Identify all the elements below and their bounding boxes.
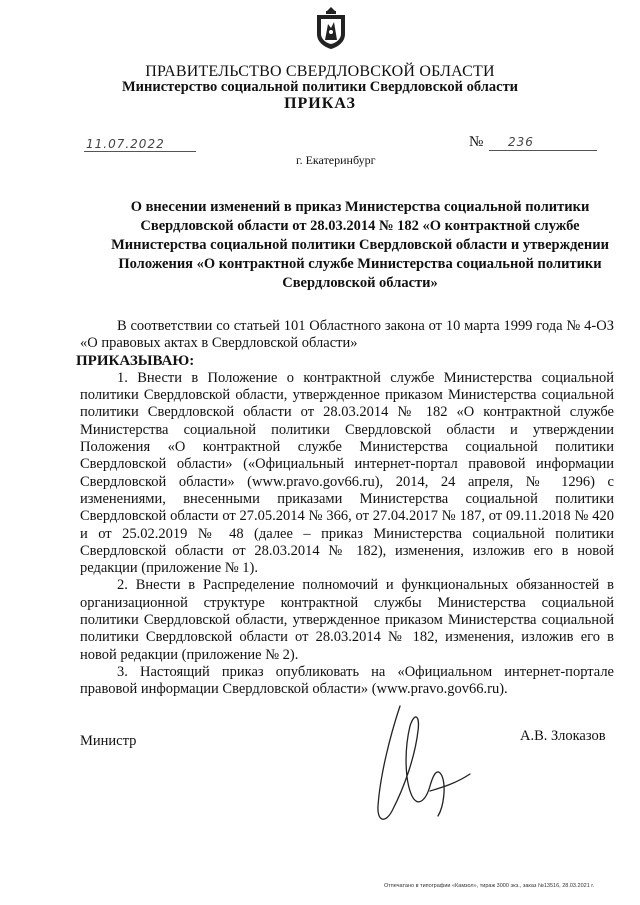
number-underline <box>489 150 597 151</box>
document-type: ПРИКАЗ <box>284 95 356 112</box>
order-date: 11.07.2022 <box>86 137 165 151</box>
title-line: Свердловской области» <box>282 275 438 291</box>
title-line: Свердловской области от 28.03.2014 № 182 «О контрактной службе <box>140 218 580 234</box>
number-label: № <box>469 134 484 150</box>
title-line: Министерства социальной политики Свердловской области и утверждении <box>111 237 609 253</box>
coat-of-arms-emblem <box>313 6 349 50</box>
handwritten-signature <box>360 696 480 836</box>
government-title: ПРАВИТЕЛЬСТВО СВЕРДЛОВСКОЙ ОБЛАСТИ <box>145 63 495 80</box>
title-line: Положения «О контрактной службе Министерства социальной политики <box>118 256 602 272</box>
order-number: 236 <box>508 135 534 149</box>
item-paragraph: 1. Внести в Положение о контрактной службе Министерства социальной политики Свердловской области, утвержденное приказом Министерства социальной политики Свердловской области от 28.03.2014 № 182 «О контрактной службе Министерства социальной политики Свердловской области и утверждении Положения «О контрактной службе Министерства социальной политики Свердловской области» («Официальный интернет-портал правовой информации Свердловской области» (www.pravo.gov66.ru), 2014, 24 апреля, № 1296) с изменениями, внесенными приказами Министерства социальной политики Свердловской области от 27.05.2014 № 366, от 27.04.2017 № 187, от 09.11.2018 № 420 и от 25.02.2019 № 48 (далее – приказ Министерства социальной политики Свердловской области от 28.03.2014 № 182), изменения, изложив его в новой редакции (приложение № 1). <box>80 369 614 577</box>
title-line: О внесении изменений в приказ Министерства социальной политики <box>130 199 590 215</box>
signer-name: А.В. Злоказов <box>520 728 606 744</box>
print-footer: Отпечатано в типографии «Камзол», тираж 3000 экз., заказ №13516, 28.03.2021 г. <box>384 883 595 889</box>
order-word: ПРИКАЗЫВАЮ: <box>76 352 195 369</box>
signer-position: Министр <box>80 733 137 749</box>
order-title <box>80 198 640 293</box>
date-underline <box>84 151 196 152</box>
intro-paragraph: В соответствии со статьей 101 Областного закона от 10 марта 1999 года № 4-ОЗ «О правовых актах в Свердловской области» <box>80 318 614 352</box>
item-paragraph: 3. Настоящий приказ опубликовать на «Официальном интернет-портале правовой информации Свердловской области» (www.pravo.gov66.ru). <box>80 663 614 698</box>
item-paragraph: 2. Внести в Распределение полномочий и функциональных обязанностей в организационной структуре контрактной службы Министерства социальной политики Свердловской области, утвержденное приказом Министерства социальной политики Свердловской области от 28.03.2014 № 182, изменения, изложив его в новой редакции (приложение № 2). <box>80 577 614 663</box>
city: г. Екатеринбург <box>296 153 376 167</box>
order-body <box>76 318 614 699</box>
ministry-title: Министерство социальной политики Свердловской области <box>121 79 519 95</box>
